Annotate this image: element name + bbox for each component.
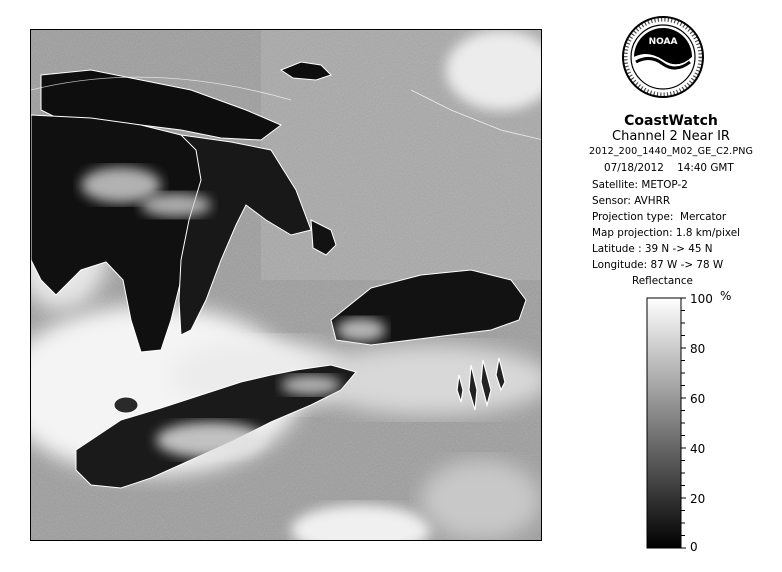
- projection-type-label: Projection type: Mercator: [592, 211, 727, 223]
- longitude-label: Longitude: 87 W -> 78 W: [592, 259, 724, 271]
- file-name: 2012_200_1440_M02_GE_C2.PNG: [588, 146, 754, 157]
- lake-st-clair: [114, 397, 138, 413]
- logo-text: NOAA: [648, 37, 678, 47]
- map-projection-label: Map projection: 1.8 km/pixel: [592, 227, 740, 239]
- noaa-logo-icon: [618, 10, 708, 110]
- great-lakes-map: [31, 30, 542, 541]
- legend-tick-label: 40: [690, 442, 706, 456]
- legend-tick-label: 100: [690, 292, 713, 306]
- legend-tick-label: 60: [690, 392, 706, 406]
- satellite-label: Satellite: METOP-2: [592, 179, 688, 191]
- sensor-label: Sensor: AVHRR: [592, 195, 671, 207]
- legend-tick-label: 0: [690, 540, 698, 554]
- legend-title: Reflectance: [632, 275, 693, 287]
- channel-name: Channel 2 Near IR: [612, 129, 730, 144]
- image-datetime: 07/18/2012 14:40 GMT: [604, 162, 734, 174]
- latitude-label: Latitude : 39 N -> 45 N: [592, 243, 713, 255]
- reflectance-scale-bar: [646, 297, 686, 551]
- product-title: CoastWatch: [624, 113, 718, 129]
- legend-unit: %: [720, 289, 732, 303]
- satellite-image: [30, 29, 542, 541]
- legend-tick-label: 80: [690, 342, 706, 356]
- legend-tick-label: 20: [690, 492, 706, 506]
